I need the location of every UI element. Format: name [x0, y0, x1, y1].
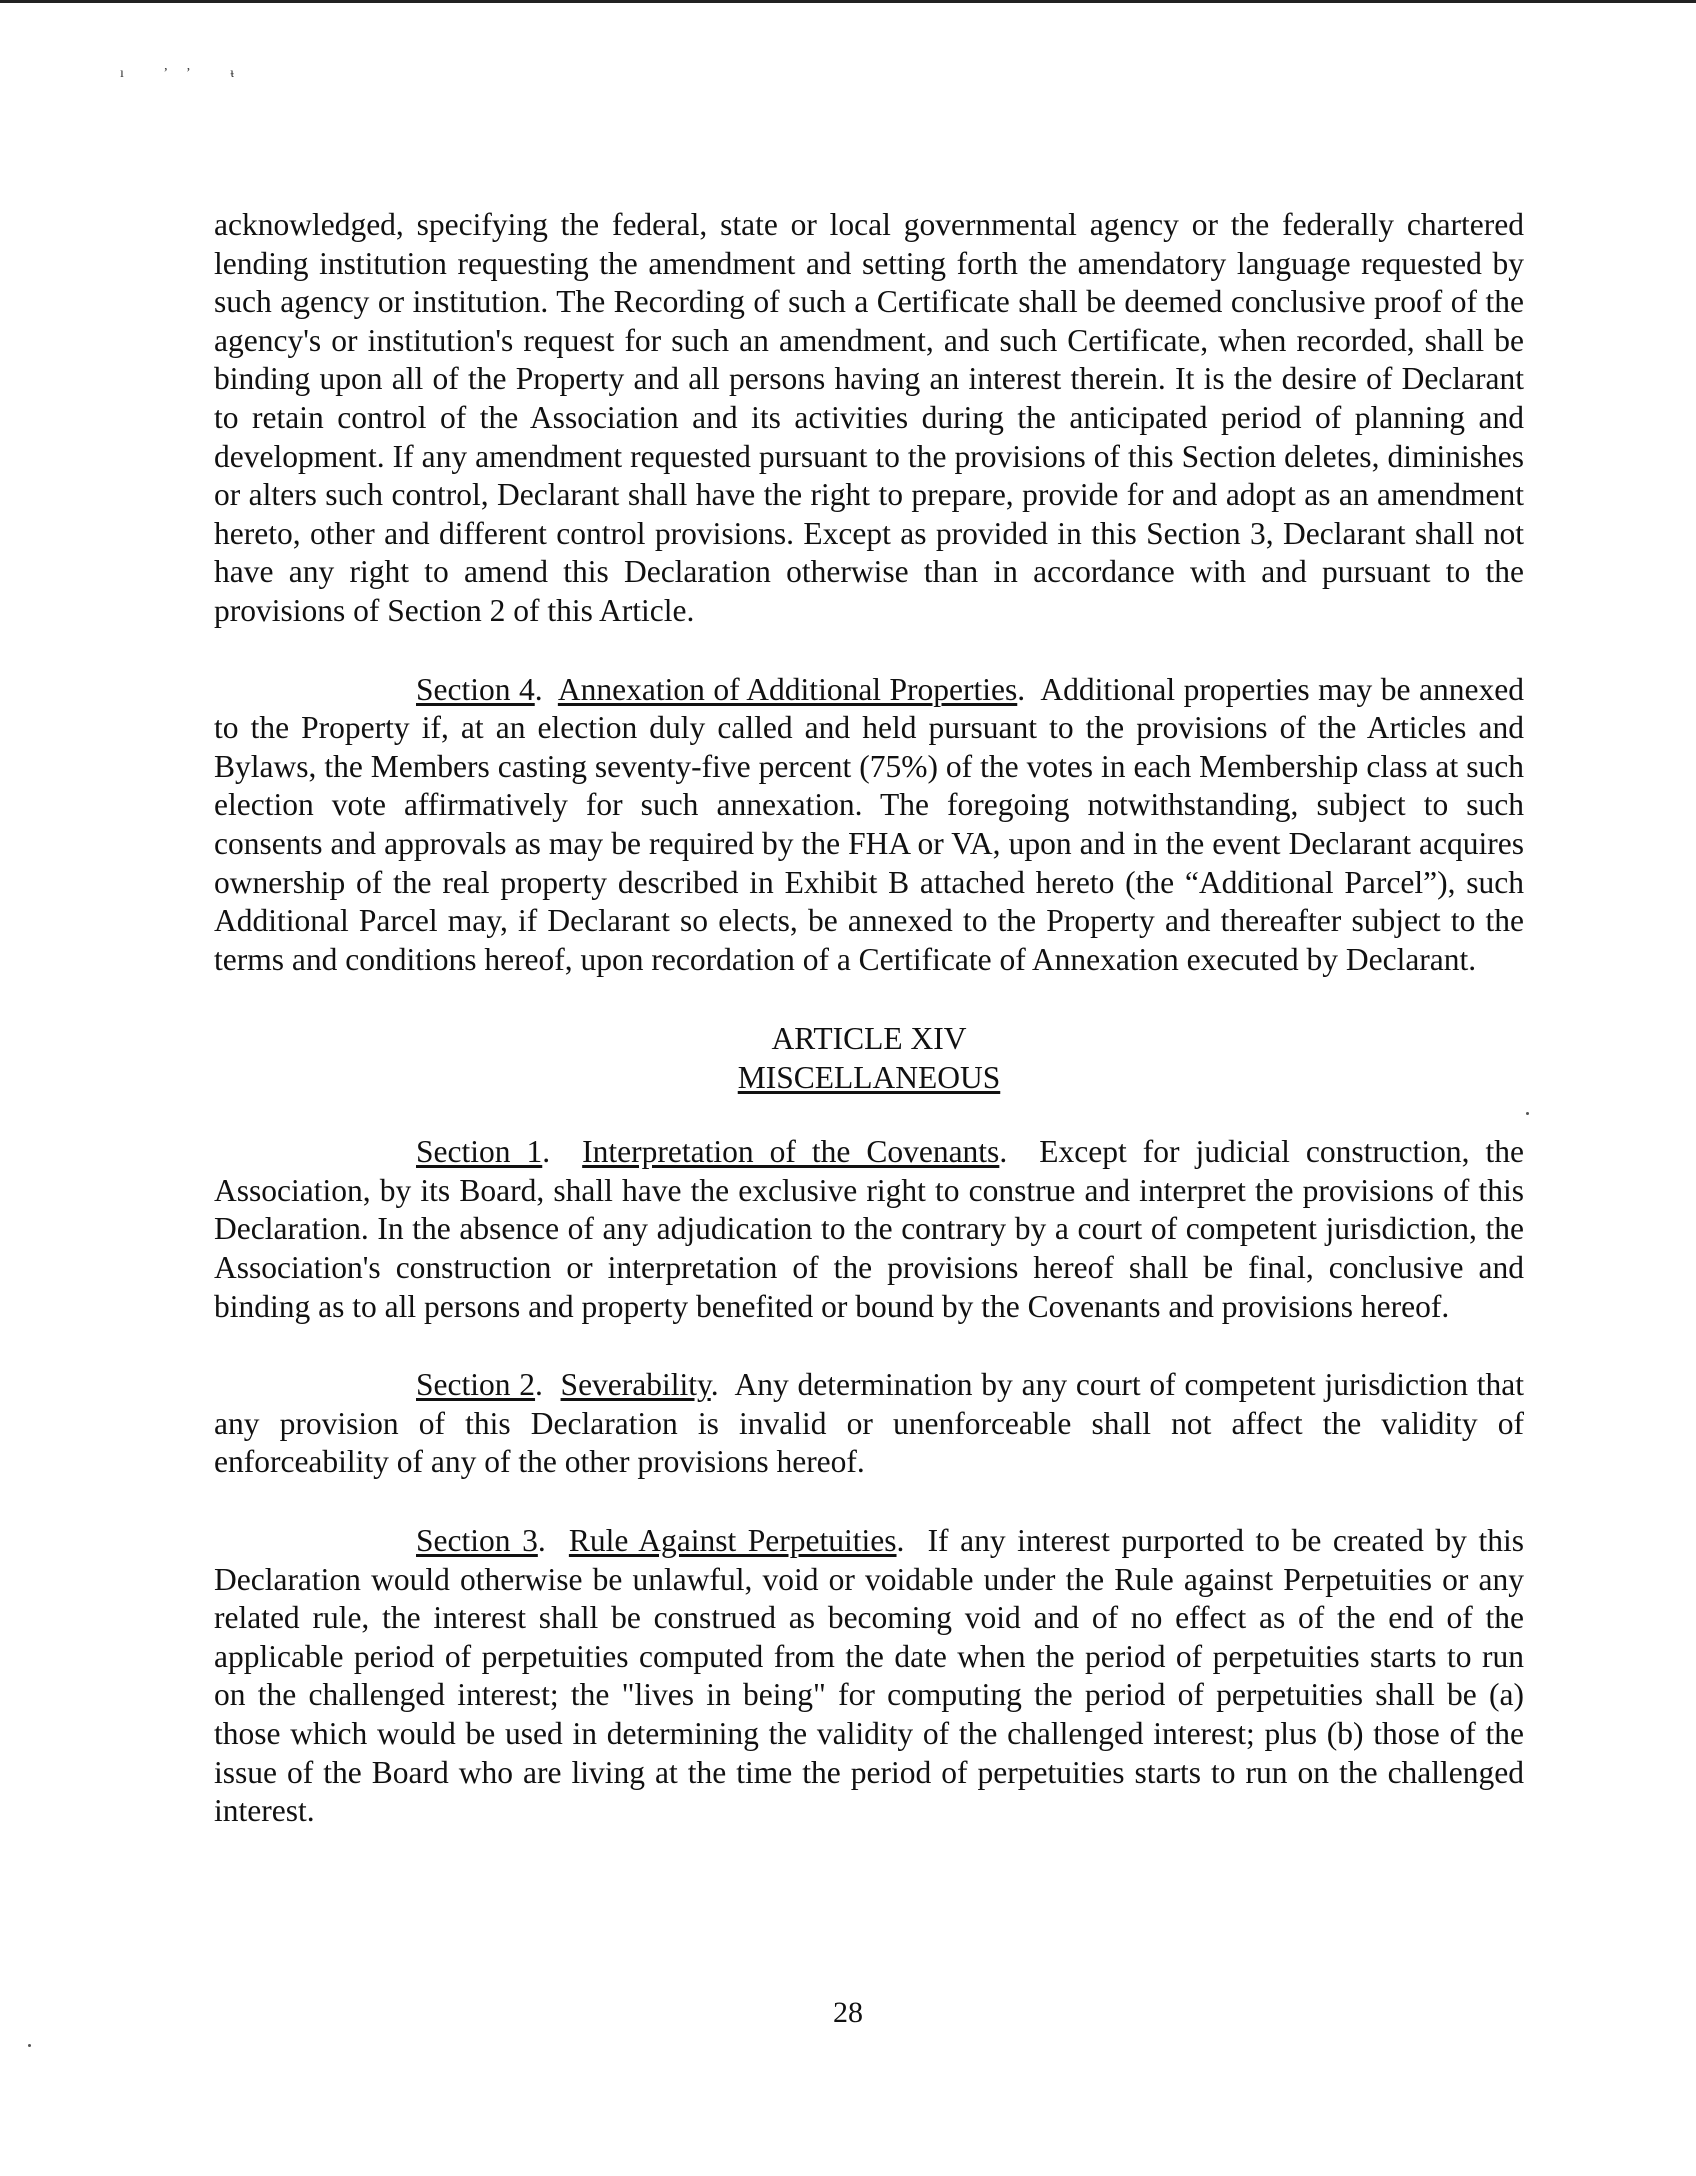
- section-3-paragraph: Section 3. Rule Against Perpetuities. If any interest purported to be created by this Declaration would otherwise be unlawful, void or voidable under the Rule against Perpetuities or any related rule, the interest shall be construed as becoming void and of no effect as of the end of the applicable period of perpetuities computed from the date when the period of perpetuities starts to run on the challenged interest; the "lives in being" for computing the period of perpetuities shall be (a) those which would be used in determining the validity of the challenged interest; plus (b) those of the issue of the Board who are living at the time the period of perpetuities starts to run on the challenged interest.: [214, 1523, 1525, 1829]
- scan-dust-dot: [1526, 1112, 1529, 1115]
- section-2-paragraph: Section 2. Severability. Any determination by any court of competent jurisdiction that any provision of this Declaration is invalid or unenforceable shall not affect the validity of enforceability of any of the other provisions hereof.: [214, 1367, 1525, 1480]
- section-3-label: Section 3: [416, 1523, 538, 1559]
- article-title: MISCELLANEOUS: [737, 1060, 1001, 1096]
- section-4-paragraph: Section 4. Annexation of Additional Properties. Additional properties may be annexed to the Property if, at an election duly called and held pursuant to the provisions of the Articles and Bylaws, the Members casting seventy-five percent (75%) of the votes in each Membership class at such election vote affirmatively for such annexation. The foregoing notwithstanding, subject to such consents and approvals as may be required by the FHA or VA, upon and in the event Declarant acquires ownership of the real property described in Exhibit B attached hereto (the “Additional Parcel”), such Additional Parcel may, if Declarant so elects, be annexed to the Property and thereafter subject to the terms and conditions hereof, upon recordation of a Certificate of Annexation executed by Declarant.: [214, 671, 1524, 977]
- article-number: ARTICLE XIV: [771, 1021, 967, 1057]
- section-3-title: Rule Against Perpetuities: [568, 1523, 897, 1559]
- page-number: 28: [833, 1996, 863, 2029]
- section-4-title: Annexation of Additional Properties: [557, 671, 1018, 707]
- article-heading: [214, 1019, 1524, 1097]
- scan-dust-dot: [28, 2044, 31, 2047]
- section-2-body: Any determination by any court of competent jurisdiction that any provision of this Declaration is invalid or unenforceable shall not affect the validity of enforceability of any of the other provisions hereof.: [214, 1367, 1525, 1480]
- scan-artifact-marks: ı ʼʼ ᵼ: [120, 66, 252, 81]
- section-4-body: Additional properties may be annexed to the Property if, at an election duly called and held pursuant to the provisions of the Articles and Bylaws, the Members casting seventy-five percent (75%) of the votes in each Membership class at such election vote affirmatively for such annexation. The foregoing notwithstanding, subject to such consents and approvals as may be required by the FHA or VA, upon and in the event Declarant acquires ownership of the real property described in Exhibit B attached hereto (the “Additional Parcel”), such Additional Parcel may, if Declarant so elects, be annexed to the Property and thereafter subject to the terms and conditions hereof, upon recordation of a Certificate of Annexation executed by Declarant.: [214, 671, 1524, 977]
- section-1-body: Except for judicial construction, the Association, by its Board, shall have the exclusive right to construe and interpret the provisions of this Declaration. In the absence of any adjudication to the contrary by a court of competent jurisdiction, the Association's construction or interpretation of the provisions hereof shall be final, conclusive and binding as to all persons and property benefited or bound by the Covenants and provisions hereof.: [214, 1134, 1525, 1324]
- section-1-title: Interpretation of the Covenants: [582, 1134, 1000, 1170]
- section-1-label: Section 1: [416, 1134, 543, 1170]
- section-4-label: Section 4: [416, 671, 535, 707]
- continued-paragraph: acknowledged, specifying the federal, state or local governmental agency or the federally chartered lending institution requesting the amendment and setting forth the amendatory language requested by such agency or institution. The Recording of such a Certificate shall be deemed conclusive proof of the agency's or institution's request for such an amendment, and such Certificate, when recorded, shall be binding upon all of the Property and all persons having an interest therein. It is the desire of Declarant to retain control of the Association and its activities during the anticipated period of planning and development. If any amendment requested pursuant to the provisions of this Section deletes, diminishes or alters such control, Declarant shall have the right to prepare, provide for and adopt as an amendment hereto, other and different control provisions. Except as provided in this Section 3, Declarant shall not have any right to amend this Declaration otherwise than in accordance with and pursuant to the provisions of Section 2 of this Article.: [214, 207, 1524, 628]
- section-3-body: If any interest purported to be created by this Declaration would otherwise be unlawful, void or voidable under the Rule against Perpetuities or any related rule, the interest shall be construed as becoming void and of no effect as of the end of the applicable period of perpetuities computed from the date when the period of perpetuities starts to run on the challenged interest; the "lives in being" for computing the period of perpetuities shall be (a) those which would be used in determining the validity of the challenged interest; plus (b) those of the issue of the Board who are living at the time the period of perpetuities starts to run on the challenged interest.: [214, 1523, 1525, 1829]
- section-2-title: Severability: [560, 1367, 711, 1403]
- section-2-label: Section 2: [416, 1367, 536, 1403]
- scan-top-edge: [0, 0, 1696, 3]
- document-body: [214, 206, 1524, 1871]
- section-1-paragraph: Section 1. Interpretation of the Covenants. Except for judicial construction, the Association, by its Board, shall have the exclusive right to construe and interpret the provisions of this Declaration. In the absence of any adjudication to the contrary by a court of competent jurisdiction, the Association's construction or interpretation of the provisions hereof shall be final, conclusive and binding as to all persons and property benefited or bound by the Covenants and provisions hereof.: [214, 1134, 1525, 1324]
